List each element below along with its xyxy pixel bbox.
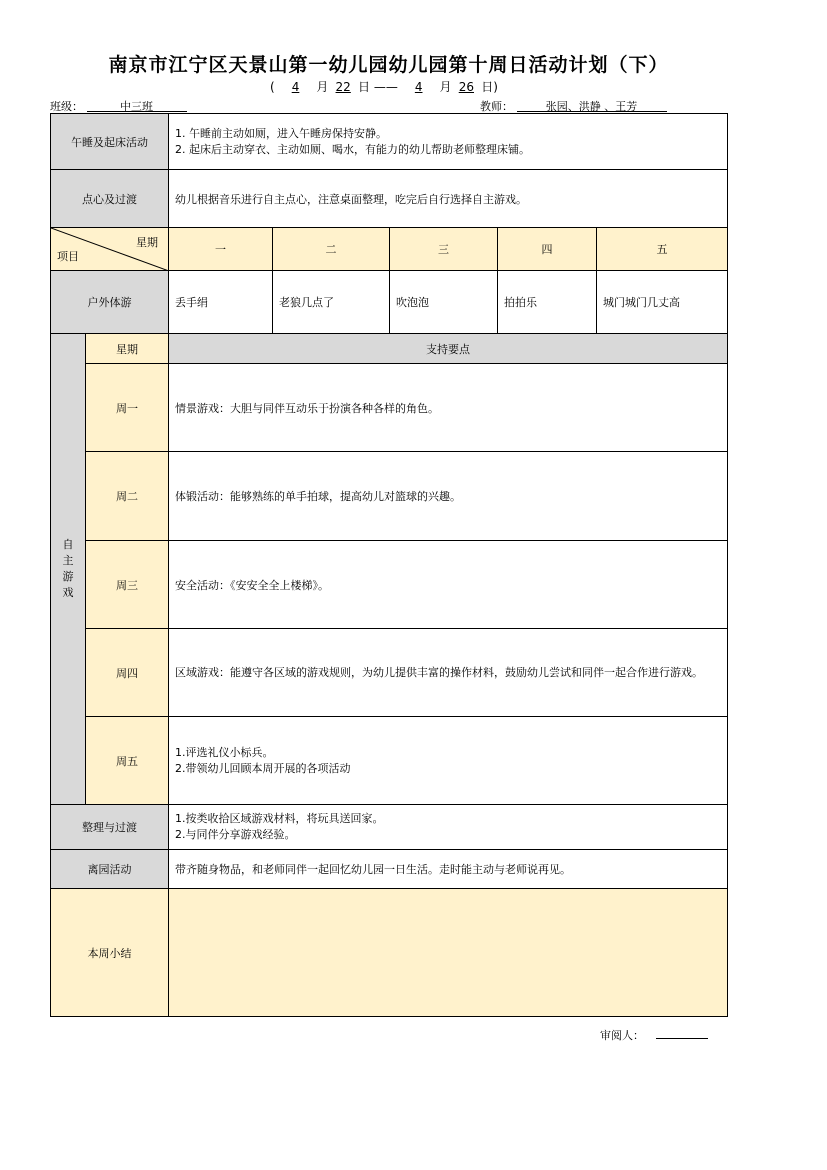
week-header-row <box>51 228 728 271</box>
summary-row <box>51 889 728 1017</box>
corner-cell <box>51 228 169 271</box>
snack-row <box>51 170 728 228</box>
end-month: 4 <box>414 80 423 94</box>
free-play-line: 情景游戏：大胆与同伴互动乐于扮演各种各样的角色。 <box>175 401 439 415</box>
tidy-content <box>169 805 728 850</box>
tidy-line: 2.与同伴分享游戏经验。 <box>175 828 296 841</box>
day-char: 日 <box>358 80 371 94</box>
free-play-points <box>169 364 728 452</box>
free-play-label <box>51 334 86 805</box>
month-char: 月 <box>316 80 329 94</box>
nap-label: 午睡及起床活动 <box>51 114 169 170</box>
free-play-row <box>51 541 728 629</box>
weekday-header: 五 <box>597 228 728 271</box>
free-play-day: 周三 <box>86 541 169 629</box>
free-play-day-header: 星期 <box>86 334 169 364</box>
date-range <box>270 78 498 95</box>
teacher-label: 教师： <box>480 100 513 113</box>
weekday-header: 三 <box>390 228 498 271</box>
corner-item-label: 项目 <box>57 250 79 263</box>
teacher-info <box>480 98 667 114</box>
weekday-header: 一 <box>169 228 273 271</box>
support-points-header: 支持要点 <box>169 334 728 364</box>
date-dash: —— <box>373 80 398 94</box>
outdoor-item: 吹泡泡 <box>390 271 498 334</box>
free-play-label-text: 自主游戏 <box>62 538 74 599</box>
class-info <box>50 98 187 114</box>
summary-label: 本周小结 <box>51 889 169 1017</box>
reviewer-label: 审阅人： <box>600 1029 644 1042</box>
free-play-header-row <box>51 334 728 364</box>
corner-weekday-label: 星期 <box>136 236 158 249</box>
outdoor-item: 拍拍乐 <box>498 271 597 334</box>
outdoor-item: 丢手绢 <box>169 271 273 334</box>
free-play-line: 区域游戏：能遵守各区域的游戏规则，为幼儿提供丰富的操作材料，鼓励幼儿尝试和同伴一起合作进行游戏。 <box>175 666 703 679</box>
free-play-points <box>169 541 728 629</box>
snack-label: 点心及过渡 <box>51 170 169 228</box>
tidy-label: 整理与过渡 <box>51 805 169 850</box>
free-play-row <box>51 717 728 805</box>
free-play-points <box>169 717 728 805</box>
class-value: 中三班 <box>87 98 187 112</box>
date-close: 日) <box>481 80 498 94</box>
snack-content: 幼儿根据音乐进行自主点心，注意桌面整理，吃完后自行选择自主游戏。 <box>169 170 728 228</box>
free-play-day: 周五 <box>86 717 169 805</box>
tidy-line: 1.按类收拾区域游戏材料，将玩具送回家。 <box>175 812 384 825</box>
date-open: ( <box>270 80 275 94</box>
info-row <box>50 98 727 112</box>
free-play-line: 2.带领幼儿回顾本周开展的各项活动 <box>175 761 351 775</box>
start-day: 22 <box>335 80 351 94</box>
nap-row <box>51 114 728 170</box>
leave-content: 带齐随身物品，和老师同伴一起回忆幼儿园一日生活。走时能主动与老师说再见。 <box>169 850 728 889</box>
outdoor-label: 户外体游 <box>51 271 169 334</box>
end-day: 26 <box>458 80 474 94</box>
nap-content <box>169 114 728 170</box>
free-play-day: 周二 <box>86 452 169 541</box>
weekday-header: 四 <box>498 228 597 271</box>
outdoor-item: 老狼几点了 <box>273 271 390 334</box>
leave-row <box>51 850 728 889</box>
free-play-day: 周四 <box>86 629 169 717</box>
free-play-row <box>51 364 728 452</box>
nap-line: 1. 午睡前主动如厕，进入午睡房保持安静。 <box>175 126 387 140</box>
free-play-line: 1.评选礼仪小标兵。 <box>175 745 274 759</box>
month-char-2: 月 <box>439 80 452 94</box>
outdoor-row <box>51 271 728 334</box>
free-play-row <box>51 629 728 717</box>
free-play-row <box>51 452 728 541</box>
free-play-points <box>169 629 728 717</box>
free-play-points <box>169 452 728 541</box>
free-play-line: 体锻活动：能够熟练的单手拍球，提高幼儿对篮球的兴趣。 <box>175 490 461 503</box>
weekday-header: 二 <box>273 228 390 271</box>
teacher-value: 张园、洪静 、王芳 <box>517 98 667 112</box>
nap-line: 2. 起床后主动穿衣、主动如厕、喝水，有能力的幼儿帮助老师整理床铺。 <box>175 142 530 156</box>
summary-content[interactable] <box>169 889 728 1017</box>
free-play-day: 周一 <box>86 364 169 452</box>
leave-label: 离园活动 <box>51 850 169 889</box>
reviewer-value <box>656 1025 708 1039</box>
reviewer-info <box>600 1025 708 1043</box>
outdoor-item: 城门城门几丈高 <box>597 271 728 334</box>
page-title: 南京市江宁区天景山第一幼儿园幼儿园第十周日活动计划（下） <box>108 54 669 76</box>
class-label: 班级： <box>50 100 83 113</box>
free-play-line: 安全活动：《安安全全上楼梯》。 <box>175 578 329 592</box>
plan-table <box>50 113 728 1017</box>
tidy-row <box>51 805 728 850</box>
start-month: 4 <box>291 80 300 94</box>
